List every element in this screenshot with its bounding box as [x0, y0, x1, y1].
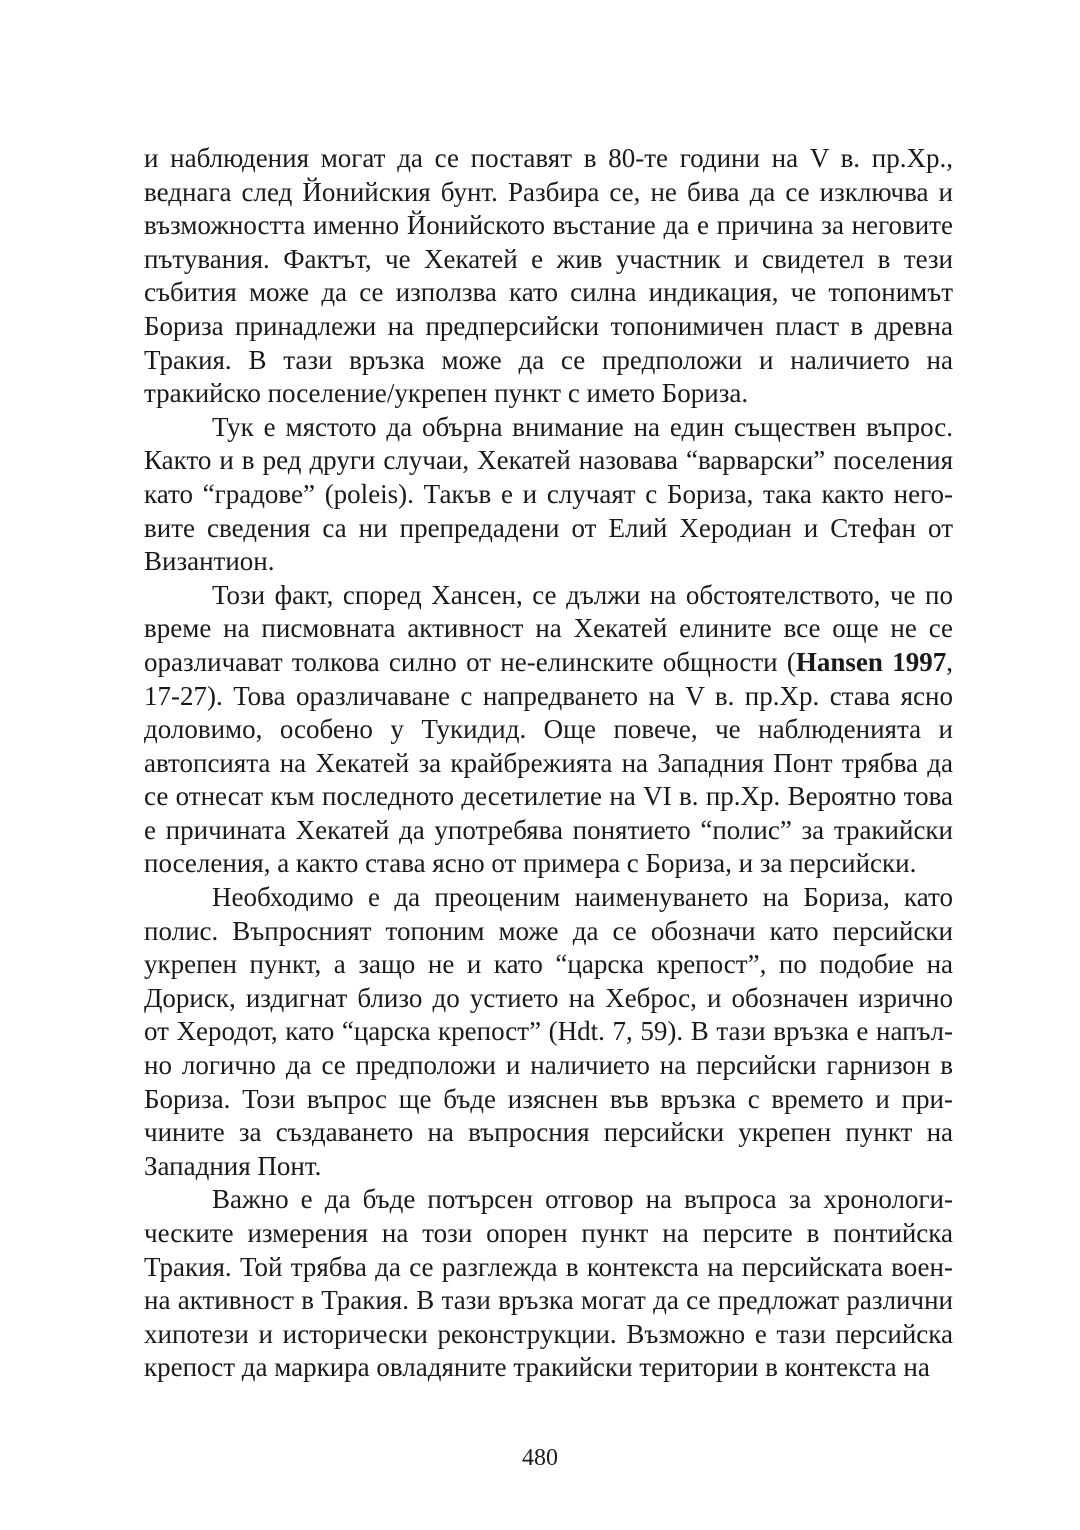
paragraph-4-text: Необходимо е да преоценим наименуването на Бориза, като полис. Въпросният топоним може да се обозначи като персийски укрепен пункт, а защо не и като “царска крепост”, по подобие на Дориск, издигнат близо до устието на Хеброс, и обозначен изрично от Херодот, като “царска крепост” (Hdt. 7, 59). В тази връзка е напълно логично да се предположи и наличието на персийски гарнизон в Бориза. Този въпрос ще бъде изяснен във връзка с времето и причините за създаването на въпросния персийски укрепен пункт на Западния Понт. [144, 882, 953, 1181]
paragraph-1 [144, 142, 953, 411]
paragraph-3-text-start: Този факт, според Хансен, се дължи на обстоятелството, че по време на писмовната активност на Хекатей елините все още не се оразличават толкова силно от не-елинските общности ( [144, 579, 953, 677]
paragraph-5-text: Важно е да бъде потърсен отговор на въпроса за хронологическите измерения на този опорен пункт на персите в понтийска Тракия. Той трябва да се разглежда в контекста на персийската военна активност в Тракия. В тази връзка могат да се предложат различни хипотези и исторически реконструкции. Възможно е тази персийска крепост да маркира овладяните тракийски територии в контекста на [144, 1184, 953, 1383]
paragraph-2-text: Тук е мястото да обърна внимание на един съществен въпрос. Както и в ред други случаи, Хекатей назовава “варварски” поселения като “градове” (poleis). Такъв е и случаят с Бориза, така както неговите сведения са ни препредадени от Елий Херодиан и Стефан от Византион. [144, 411, 953, 577]
citation-hansen-1997: Hansen 1997 [795, 646, 947, 677]
paragraph-3-text-end: , 17-27). Това оразличаване с напредването на V в. пр.Хр. става ясно доловимо, особено у Тукидид. Още повече, че наблюденията и автопсията на Хекатей за крайбрежията на Западния Понт трябва да се отнесат към последното десетилетие на VI в. пр.Хр. Вероятно това е причината Хекатей да употребява понятието “полис” за тракийски поселения, а както става ясно от примера с Бориза, и за персийски. [144, 646, 953, 879]
body-text [144, 142, 953, 1385]
paragraph-4 [144, 881, 953, 1183]
page-number: 480 [522, 1445, 558, 1471]
paragraph-1-text: и наблюдения могат да се поставят в 80-те години на V в. пр.Хр., веднага след Йонийския бунт. Разбира се, не бива да се изключва и възможността именно Йонийското въстание да е причина за неговите пътувания. Фактът, че Хекатей е жив участник и свидетел в тези събития може да се използва като силна индикация, че топонимът Бориза принадлежи на предперсийски топонимичен пласт в древна Тракия. В тази връзка може да се предположи и наличието на тракийско поселение/укрепен пункт с името Бориза. [144, 143, 953, 409]
paragraph-3 [144, 579, 953, 881]
paragraph-5 [144, 1183, 953, 1385]
paragraph-2 [144, 411, 953, 579]
